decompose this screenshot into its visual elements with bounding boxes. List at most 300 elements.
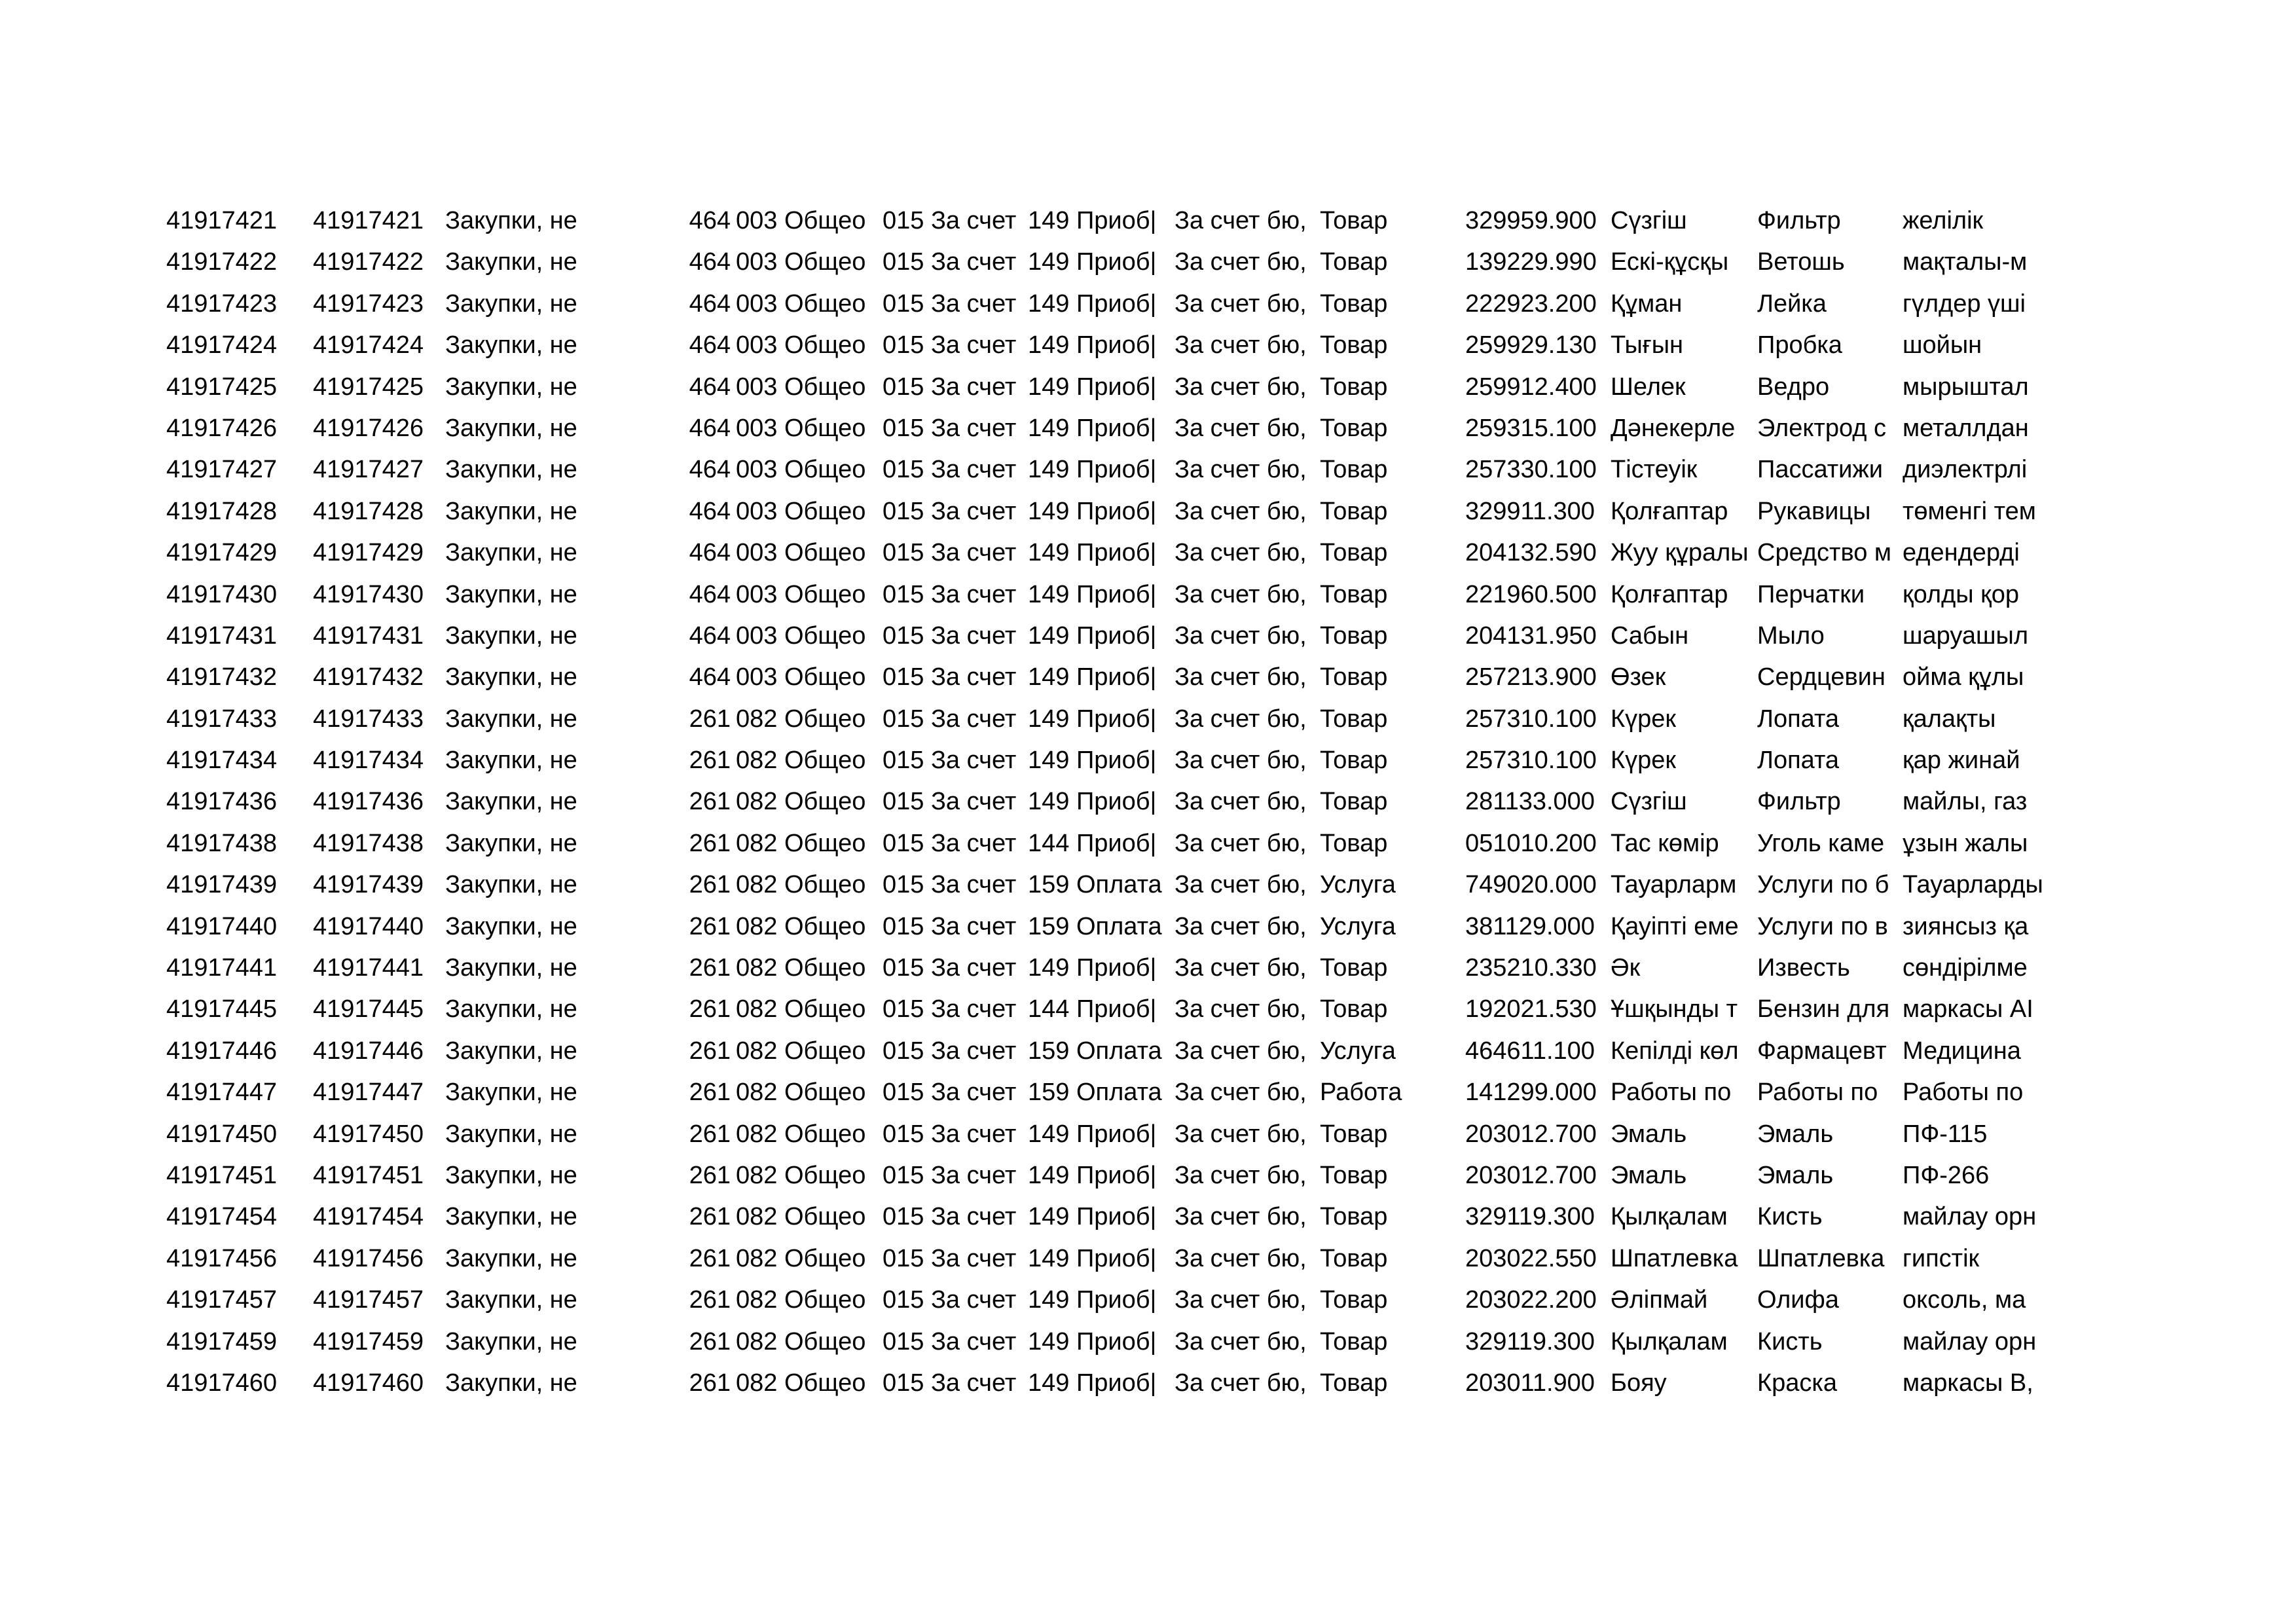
- cell-program: 082 Общео: [736, 1037, 866, 1065]
- cell-program: 003 Общео: [736, 289, 866, 318]
- table-row: [0, 1238, 2296, 1280]
- cell-subprogram: 015 За счет: [883, 1369, 1017, 1397]
- cell-item-type: Услуга: [1320, 912, 1396, 940]
- cell-admin-code: 261: [689, 747, 731, 775]
- cell-description: майлау орн: [1903, 1203, 2037, 1231]
- cell-funding-source: За счет бю,: [1175, 414, 1307, 442]
- cell-admin-code: 464: [689, 289, 731, 318]
- cell-subprogram: 015 За счет: [883, 1037, 1017, 1065]
- cell-specifics: 149 Приоб|: [1028, 705, 1157, 733]
- cell-name-russian: Олифа: [1757, 1286, 1839, 1314]
- cell-admin-code: 261: [689, 1327, 731, 1356]
- cell-name-kazakh: Тығын: [1611, 331, 1684, 360]
- cell-specifics: 159 Оплата: [1028, 871, 1162, 899]
- cell-admin-code: 464: [689, 456, 731, 484]
- cell-subprogram: 015 За счет: [883, 580, 1017, 608]
- table-row: [0, 284, 2296, 325]
- cell-subprogram: 015 За счет: [883, 1203, 1017, 1231]
- cell-name-kazakh: Ескі-құсқы: [1611, 248, 1729, 276]
- cell-id-2: 41917424: [313, 331, 424, 360]
- cell-id-2: 41917441: [313, 954, 424, 982]
- cell-id-1: 41917446: [166, 1037, 278, 1065]
- cell-subprogram: 015 За счет: [883, 995, 1017, 1024]
- cell-id-1: 41917456: [166, 1244, 278, 1272]
- cell-name-kazakh: Дәнекерле: [1611, 414, 1736, 442]
- cell-subprogram: 015 За счет: [883, 1161, 1017, 1189]
- cell-specifics: 149 Приоб|: [1028, 456, 1157, 484]
- cell-id-2: 41917427: [313, 456, 424, 484]
- cell-specifics: 159 Оплата: [1028, 1037, 1162, 1065]
- cell-id-1: 41917426: [166, 414, 278, 442]
- cell-name-russian: Кисть: [1757, 1327, 1823, 1356]
- cell-enstru-code: 204132.590: [1465, 539, 1597, 567]
- cell-subprogram: 015 За счет: [883, 539, 1017, 567]
- cell-item-type: Товар: [1320, 373, 1388, 401]
- cell-procurement-type: Закупки, не: [445, 621, 577, 650]
- cell-id-2: 41917460: [313, 1369, 424, 1397]
- cell-procurement-type: Закупки, не: [445, 871, 577, 899]
- cell-specifics: 149 Приоб|: [1028, 289, 1157, 318]
- cell-description: маркасы В,: [1903, 1369, 2033, 1397]
- cell-subprogram: 015 За счет: [883, 1327, 1017, 1356]
- cell-id-1: 41917450: [166, 1120, 278, 1148]
- cell-name-kazakh: Шелек: [1611, 373, 1686, 401]
- cell-name-kazakh: Қылқалам: [1611, 1203, 1728, 1231]
- cell-enstru-code: 329911.300: [1465, 497, 1595, 525]
- cell-name-kazakh: Жуу құралы: [1611, 539, 1749, 567]
- cell-name-kazakh: Қауіпті еме: [1611, 912, 1739, 940]
- cell-name-russian: Краска: [1757, 1369, 1837, 1397]
- cell-description: сөндірілме: [1903, 954, 2028, 982]
- cell-subprogram: 015 За счет: [883, 373, 1017, 401]
- table-row: [0, 532, 2296, 574]
- cell-name-kazakh: Тауарларм: [1611, 871, 1737, 899]
- cell-item-type: Товар: [1320, 995, 1388, 1024]
- cell-name-russian: Эмаль: [1757, 1120, 1834, 1148]
- cell-description: қолды қор: [1903, 580, 2020, 608]
- cell-name-kazakh: Сүзгіш: [1611, 207, 1687, 234]
- cell-procurement-type: Закупки, не: [445, 1369, 577, 1397]
- cell-description: майлы, газ: [1903, 788, 2028, 816]
- cell-enstru-code: 749020.000: [1465, 871, 1597, 899]
- cell-item-type: Услуга: [1320, 1037, 1396, 1065]
- cell-funding-source: За счет бю,: [1175, 871, 1307, 899]
- cell-id-1: 41917438: [166, 829, 278, 857]
- cell-admin-code: 464: [689, 539, 731, 567]
- cell-id-2: 41917425: [313, 373, 424, 401]
- cell-enstru-code: 203022.200: [1465, 1286, 1597, 1314]
- cell-procurement-type: Закупки, не: [445, 829, 577, 857]
- cell-enstru-code: 221960.500: [1465, 580, 1597, 608]
- cell-id-2: 41917432: [313, 663, 424, 692]
- cell-item-type: Товар: [1320, 621, 1388, 650]
- cell-description: диэлектрлі: [1903, 456, 2028, 484]
- cell-admin-code: 261: [689, 1244, 731, 1272]
- cell-funding-source: За счет бю,: [1175, 373, 1307, 401]
- cell-enstru-code: 235210.330: [1465, 954, 1597, 982]
- cell-program: 082 Общео: [736, 1327, 866, 1356]
- cell-subprogram: 015 За счет: [883, 207, 1017, 234]
- cell-name-kazakh: Кепілді көл: [1611, 1037, 1739, 1065]
- cell-item-type: Товар: [1320, 1244, 1388, 1272]
- cell-program: 003 Общео: [736, 207, 866, 234]
- cell-name-kazakh: Құман: [1611, 289, 1683, 318]
- table-row: [0, 906, 2296, 948]
- cell-name-russian: Работы по: [1757, 1079, 1878, 1107]
- cell-program: 003 Общео: [736, 414, 866, 442]
- cell-name-russian: Шпатлевка: [1757, 1244, 1885, 1272]
- cell-name-russian: Лейка: [1757, 289, 1827, 318]
- table-row: [0, 408, 2296, 449]
- cell-name-russian: Услуги по в: [1757, 912, 1888, 940]
- cell-funding-source: За счет бю,: [1175, 289, 1307, 318]
- cell-funding-source: За счет бю,: [1175, 1079, 1307, 1107]
- cell-enstru-code: 257310.100: [1465, 705, 1597, 733]
- cell-funding-source: За счет бю,: [1175, 912, 1307, 940]
- cell-id-1: 41917421: [166, 207, 278, 234]
- cell-admin-code: 261: [689, 1037, 731, 1065]
- cell-enstru-code: 141299.000: [1465, 1079, 1597, 1107]
- cell-specifics: 144 Приоб|: [1028, 829, 1157, 857]
- cell-program: 082 Общео: [736, 1079, 866, 1107]
- cell-subprogram: 015 За счет: [883, 414, 1017, 442]
- cell-funding-source: За счет бю,: [1175, 829, 1307, 857]
- table-row: [0, 242, 2296, 283]
- table-row: [0, 200, 2296, 242]
- cell-specifics: 144 Приоб|: [1028, 995, 1157, 1024]
- cell-funding-source: За счет бю,: [1175, 954, 1307, 982]
- cell-name-russian: Рукавицы: [1757, 497, 1871, 525]
- cell-id-1: 41917451: [166, 1161, 278, 1189]
- cell-subprogram: 015 За счет: [883, 621, 1017, 650]
- cell-procurement-type: Закупки, не: [445, 1203, 577, 1231]
- cell-funding-source: За счет бю,: [1175, 1120, 1307, 1148]
- cell-program: 082 Общео: [736, 705, 866, 733]
- cell-procurement-type: Закупки, не: [445, 1161, 577, 1189]
- cell-name-kazakh: Эмаль: [1611, 1120, 1687, 1148]
- cell-procurement-type: Закупки, не: [445, 1327, 577, 1356]
- cell-admin-code: 464: [689, 497, 731, 525]
- cell-admin-code: 261: [689, 1369, 731, 1397]
- cell-id-2: 41917438: [313, 829, 424, 857]
- cell-subprogram: 015 За счет: [883, 248, 1017, 276]
- cell-funding-source: За счет бю,: [1175, 497, 1307, 525]
- cell-subprogram: 015 За счет: [883, 912, 1017, 940]
- cell-item-type: Товар: [1320, 705, 1388, 733]
- cell-subprogram: 015 За счет: [883, 1120, 1017, 1148]
- cell-admin-code: 261: [689, 788, 731, 816]
- cell-item-type: Товар: [1320, 1369, 1388, 1397]
- cell-item-type: Товар: [1320, 289, 1388, 318]
- cell-description: шойын: [1903, 331, 1982, 360]
- cell-id-1: 41917425: [166, 373, 278, 401]
- cell-name-kazakh: Сабын: [1611, 621, 1689, 650]
- cell-funding-source: За счет бю,: [1175, 995, 1307, 1024]
- cell-admin-code: 464: [689, 331, 731, 360]
- cell-id-2: 41917436: [313, 788, 424, 816]
- cell-id-1: 41917428: [166, 497, 278, 525]
- cell-id-2: 41917422: [313, 248, 424, 276]
- cell-name-kazakh: Работы по: [1611, 1079, 1732, 1107]
- cell-subprogram: 015 За счет: [883, 663, 1017, 692]
- cell-program: 082 Общео: [736, 1203, 866, 1231]
- cell-id-1: 41917447: [166, 1079, 278, 1107]
- data-table: [0, 200, 2296, 1404]
- table-row: [0, 1114, 2296, 1155]
- cell-program: 082 Общео: [736, 1369, 866, 1397]
- cell-name-kazakh: Ұшқынды т: [1611, 995, 1738, 1024]
- cell-funding-source: За счет бю,: [1175, 207, 1307, 234]
- cell-id-1: 41917424: [166, 331, 278, 360]
- cell-description: гүлдер үші: [1903, 289, 2026, 318]
- cell-id-1: 41917423: [166, 289, 278, 318]
- cell-id-1: 41917430: [166, 580, 278, 608]
- cell-funding-source: За счет бю,: [1175, 580, 1307, 608]
- cell-program: 003 Общео: [736, 621, 866, 650]
- cell-specifics: 149 Приоб|: [1028, 954, 1157, 982]
- cell-specifics: 149 Приоб|: [1028, 331, 1157, 360]
- cell-id-2: 41917450: [313, 1120, 424, 1148]
- cell-admin-code: 464: [689, 207, 731, 234]
- cell-description: шаруашыл: [1903, 621, 2029, 650]
- cell-program: 003 Общео: [736, 331, 866, 360]
- cell-name-kazakh: Тас көмір: [1611, 829, 1719, 857]
- cell-funding-source: За счет бю,: [1175, 248, 1307, 276]
- cell-funding-source: За счет бю,: [1175, 747, 1307, 775]
- cell-name-russian: Кисть: [1757, 1203, 1823, 1231]
- cell-procurement-type: Закупки, не: [445, 1286, 577, 1314]
- cell-id-2: 41917429: [313, 539, 424, 567]
- cell-name-russian: Уголь каме: [1757, 829, 1885, 857]
- cell-specifics: 149 Приоб|: [1028, 248, 1157, 276]
- cell-id-1: 41917429: [166, 539, 278, 567]
- cell-subprogram: 015 За счет: [883, 456, 1017, 484]
- cell-id-2: 41917459: [313, 1327, 424, 1356]
- cell-procurement-type: Закупки, не: [445, 497, 577, 525]
- cell-description: оксоль, ма: [1903, 1286, 2026, 1314]
- cell-name-kazakh: Әк: [1611, 954, 1641, 982]
- cell-name-russian: Известь: [1757, 954, 1850, 982]
- cell-program: 082 Общео: [736, 912, 866, 940]
- cell-procurement-type: Закупки, не: [445, 580, 577, 608]
- cell-id-2: 41917439: [313, 871, 424, 899]
- cell-specifics: 149 Приоб|: [1028, 788, 1157, 816]
- cell-item-type: Товар: [1320, 1120, 1388, 1148]
- cell-program: 082 Общео: [736, 788, 866, 816]
- cell-procurement-type: Закупки, не: [445, 456, 577, 484]
- cell-id-2: 41917454: [313, 1203, 424, 1231]
- table-row: [0, 449, 2296, 490]
- cell-id-2: 41917430: [313, 580, 424, 608]
- cell-name-kazakh: Күрек: [1611, 747, 1677, 775]
- cell-name-russian: Лопата: [1757, 747, 1840, 775]
- cell-id-1: 41917431: [166, 621, 278, 650]
- cell-subprogram: 015 За счет: [883, 1079, 1017, 1107]
- cell-description: маркасы АІ: [1903, 995, 2033, 1024]
- cell-specifics: 159 Оплата: [1028, 912, 1162, 940]
- cell-name-kazakh: Сүзгіш: [1611, 788, 1687, 816]
- cell-description: зиянсыз қа: [1903, 912, 2029, 940]
- cell-program: 003 Общео: [736, 497, 866, 525]
- table-row: [0, 1280, 2296, 1321]
- cell-item-type: Товар: [1320, 456, 1388, 484]
- cell-enstru-code: 203012.700: [1465, 1120, 1597, 1148]
- cell-specifics: 149 Приоб|: [1028, 1161, 1157, 1189]
- cell-procurement-type: Закупки, не: [445, 207, 577, 234]
- cell-id-1: 41917440: [166, 912, 278, 940]
- cell-description: майлау орн: [1903, 1327, 2037, 1356]
- cell-id-1: 41917433: [166, 705, 278, 733]
- cell-program: 082 Общео: [736, 747, 866, 775]
- cell-id-1: 41917445: [166, 995, 278, 1024]
- cell-id-1: 41917439: [166, 871, 278, 899]
- cell-enstru-code: 139229.990: [1465, 248, 1597, 276]
- cell-id-2: 41917421: [313, 207, 424, 234]
- cell-id-2: 41917431: [313, 621, 424, 650]
- cell-enstru-code: 259912.400: [1465, 373, 1597, 401]
- cell-item-type: Товар: [1320, 331, 1388, 360]
- cell-description: желілік: [1903, 207, 1984, 234]
- cell-procurement-type: Закупки, не: [445, 539, 577, 567]
- cell-procurement-type: Закупки, не: [445, 248, 577, 276]
- cell-name-russian: Ведро: [1757, 373, 1830, 401]
- cell-admin-code: 261: [689, 995, 731, 1024]
- cell-name-russian: Фильтр: [1757, 207, 1841, 234]
- cell-id-2: 41917445: [313, 995, 424, 1024]
- cell-name-kazakh: Қолғаптар: [1611, 497, 1728, 525]
- cell-admin-code: 464: [689, 621, 731, 650]
- cell-item-type: Товар: [1320, 580, 1388, 608]
- cell-program: 082 Общео: [736, 1161, 866, 1189]
- table-row: [0, 823, 2296, 864]
- cell-admin-code: 464: [689, 248, 731, 276]
- cell-admin-code: 464: [689, 373, 731, 401]
- table-row: [0, 367, 2296, 408]
- cell-item-type: Товар: [1320, 747, 1388, 775]
- cell-id-2: 41917440: [313, 912, 424, 940]
- cell-id-1: 41917459: [166, 1327, 278, 1356]
- cell-subprogram: 015 За счет: [883, 788, 1017, 816]
- cell-admin-code: 261: [689, 1079, 731, 1107]
- cell-description: қар жинай: [1903, 747, 2020, 775]
- table-row: [0, 781, 2296, 822]
- cell-specifics: 149 Приоб|: [1028, 1244, 1157, 1272]
- cell-description: мырыштал: [1903, 373, 2029, 401]
- cell-admin-code: 261: [689, 705, 731, 733]
- cell-item-type: Товар: [1320, 207, 1388, 234]
- cell-subprogram: 015 За счет: [883, 829, 1017, 857]
- cell-enstru-code: 257330.100: [1465, 456, 1597, 484]
- cell-name-kazakh: Қолғаптар: [1611, 580, 1728, 608]
- cell-subprogram: 015 За счет: [883, 705, 1017, 733]
- cell-enstru-code: 259929.130: [1465, 331, 1597, 360]
- cell-funding-source: За счет бю,: [1175, 1244, 1307, 1272]
- cell-procurement-type: Закупки, не: [445, 1037, 577, 1065]
- cell-specifics: 149 Приоб|: [1028, 1203, 1157, 1231]
- cell-enstru-code: 329119.300: [1465, 1203, 1595, 1231]
- cell-enstru-code: 203011.900: [1465, 1369, 1595, 1397]
- cell-name-kazakh: Өзек: [1611, 663, 1666, 692]
- cell-program: 003 Общео: [736, 663, 866, 692]
- cell-enstru-code: 259315.100: [1465, 414, 1597, 442]
- cell-specifics: 149 Приоб|: [1028, 1120, 1157, 1148]
- table-row: [0, 864, 2296, 906]
- cell-name-russian: Фармацевт: [1757, 1037, 1887, 1065]
- cell-name-kazakh: Қылқалам: [1611, 1327, 1728, 1356]
- cell-funding-source: За счет бю,: [1175, 663, 1307, 692]
- cell-subprogram: 015 За счет: [883, 747, 1017, 775]
- table-row: [0, 1031, 2296, 1072]
- cell-procurement-type: Закупки, не: [445, 289, 577, 318]
- cell-subprogram: 015 За счет: [883, 1244, 1017, 1272]
- cell-name-russian: Сердцевин: [1757, 663, 1886, 692]
- cell-procurement-type: Закупки, не: [445, 954, 577, 982]
- cell-enstru-code: 281133.000: [1465, 788, 1595, 816]
- cell-enstru-code: 329959.900: [1465, 207, 1597, 234]
- table-row: [0, 574, 2296, 616]
- cell-subprogram: 015 За счет: [883, 1286, 1017, 1314]
- cell-description: төменгі тем: [1903, 497, 2036, 525]
- cell-id-2: 41917433: [313, 705, 424, 733]
- cell-name-russian: Перчатки: [1757, 580, 1865, 608]
- cell-id-1: 41917432: [166, 663, 278, 692]
- cell-admin-code: 261: [689, 871, 731, 899]
- cell-program: 082 Общео: [736, 995, 866, 1024]
- cell-specifics: 149 Приоб|: [1028, 621, 1157, 650]
- cell-item-type: Товар: [1320, 414, 1388, 442]
- cell-name-russian: Бензин для: [1757, 995, 1890, 1024]
- cell-description: ПФ-115: [1903, 1120, 1988, 1148]
- table-row: [0, 1072, 2296, 1113]
- cell-name-kazakh: Эмаль: [1611, 1161, 1687, 1189]
- cell-procurement-type: Закупки, не: [445, 663, 577, 692]
- cell-program: 003 Общео: [736, 539, 866, 567]
- cell-item-type: Товар: [1320, 1286, 1388, 1314]
- cell-id-1: 41917441: [166, 954, 278, 982]
- cell-item-type: Товар: [1320, 663, 1388, 692]
- cell-id-1: 41917457: [166, 1286, 278, 1314]
- cell-procurement-type: Закупки, не: [445, 788, 577, 816]
- table-row: [0, 1155, 2296, 1196]
- cell-program: 082 Общео: [736, 1120, 866, 1148]
- cell-specifics: 149 Приоб|: [1028, 1286, 1157, 1314]
- cell-name-russian: Услуги по б: [1757, 871, 1889, 899]
- cell-description: металлдан: [1903, 414, 2029, 442]
- cell-program: 082 Общео: [736, 871, 866, 899]
- cell-admin-code: 464: [689, 663, 731, 692]
- cell-procurement-type: Закупки, не: [445, 414, 577, 442]
- cell-enstru-code: 051010.200: [1465, 829, 1597, 857]
- cell-admin-code: 261: [689, 1203, 731, 1231]
- cell-program: 003 Общео: [736, 373, 866, 401]
- cell-specifics: 149 Приоб|: [1028, 207, 1157, 234]
- cell-description: гипстік: [1903, 1244, 1980, 1272]
- cell-name-russian: Фильтр: [1757, 788, 1841, 816]
- cell-funding-source: За счет бю,: [1175, 331, 1307, 360]
- cell-funding-source: За счет бю,: [1175, 705, 1307, 733]
- cell-procurement-type: Закупки, не: [445, 747, 577, 775]
- cell-specifics: 149 Приоб|: [1028, 414, 1157, 442]
- cell-program: 003 Общео: [736, 580, 866, 608]
- cell-enstru-code: 381129.000: [1465, 912, 1595, 940]
- cell-name-russian: Мыло: [1757, 621, 1825, 650]
- cell-admin-code: 464: [689, 580, 731, 608]
- cell-program: 082 Общео: [736, 1286, 866, 1314]
- cell-description: ұзын жалы: [1903, 829, 2028, 857]
- cell-funding-source: За счет бю,: [1175, 1286, 1307, 1314]
- cell-funding-source: За счет бю,: [1175, 1203, 1307, 1231]
- cell-enstru-code: 329119.300: [1465, 1327, 1595, 1356]
